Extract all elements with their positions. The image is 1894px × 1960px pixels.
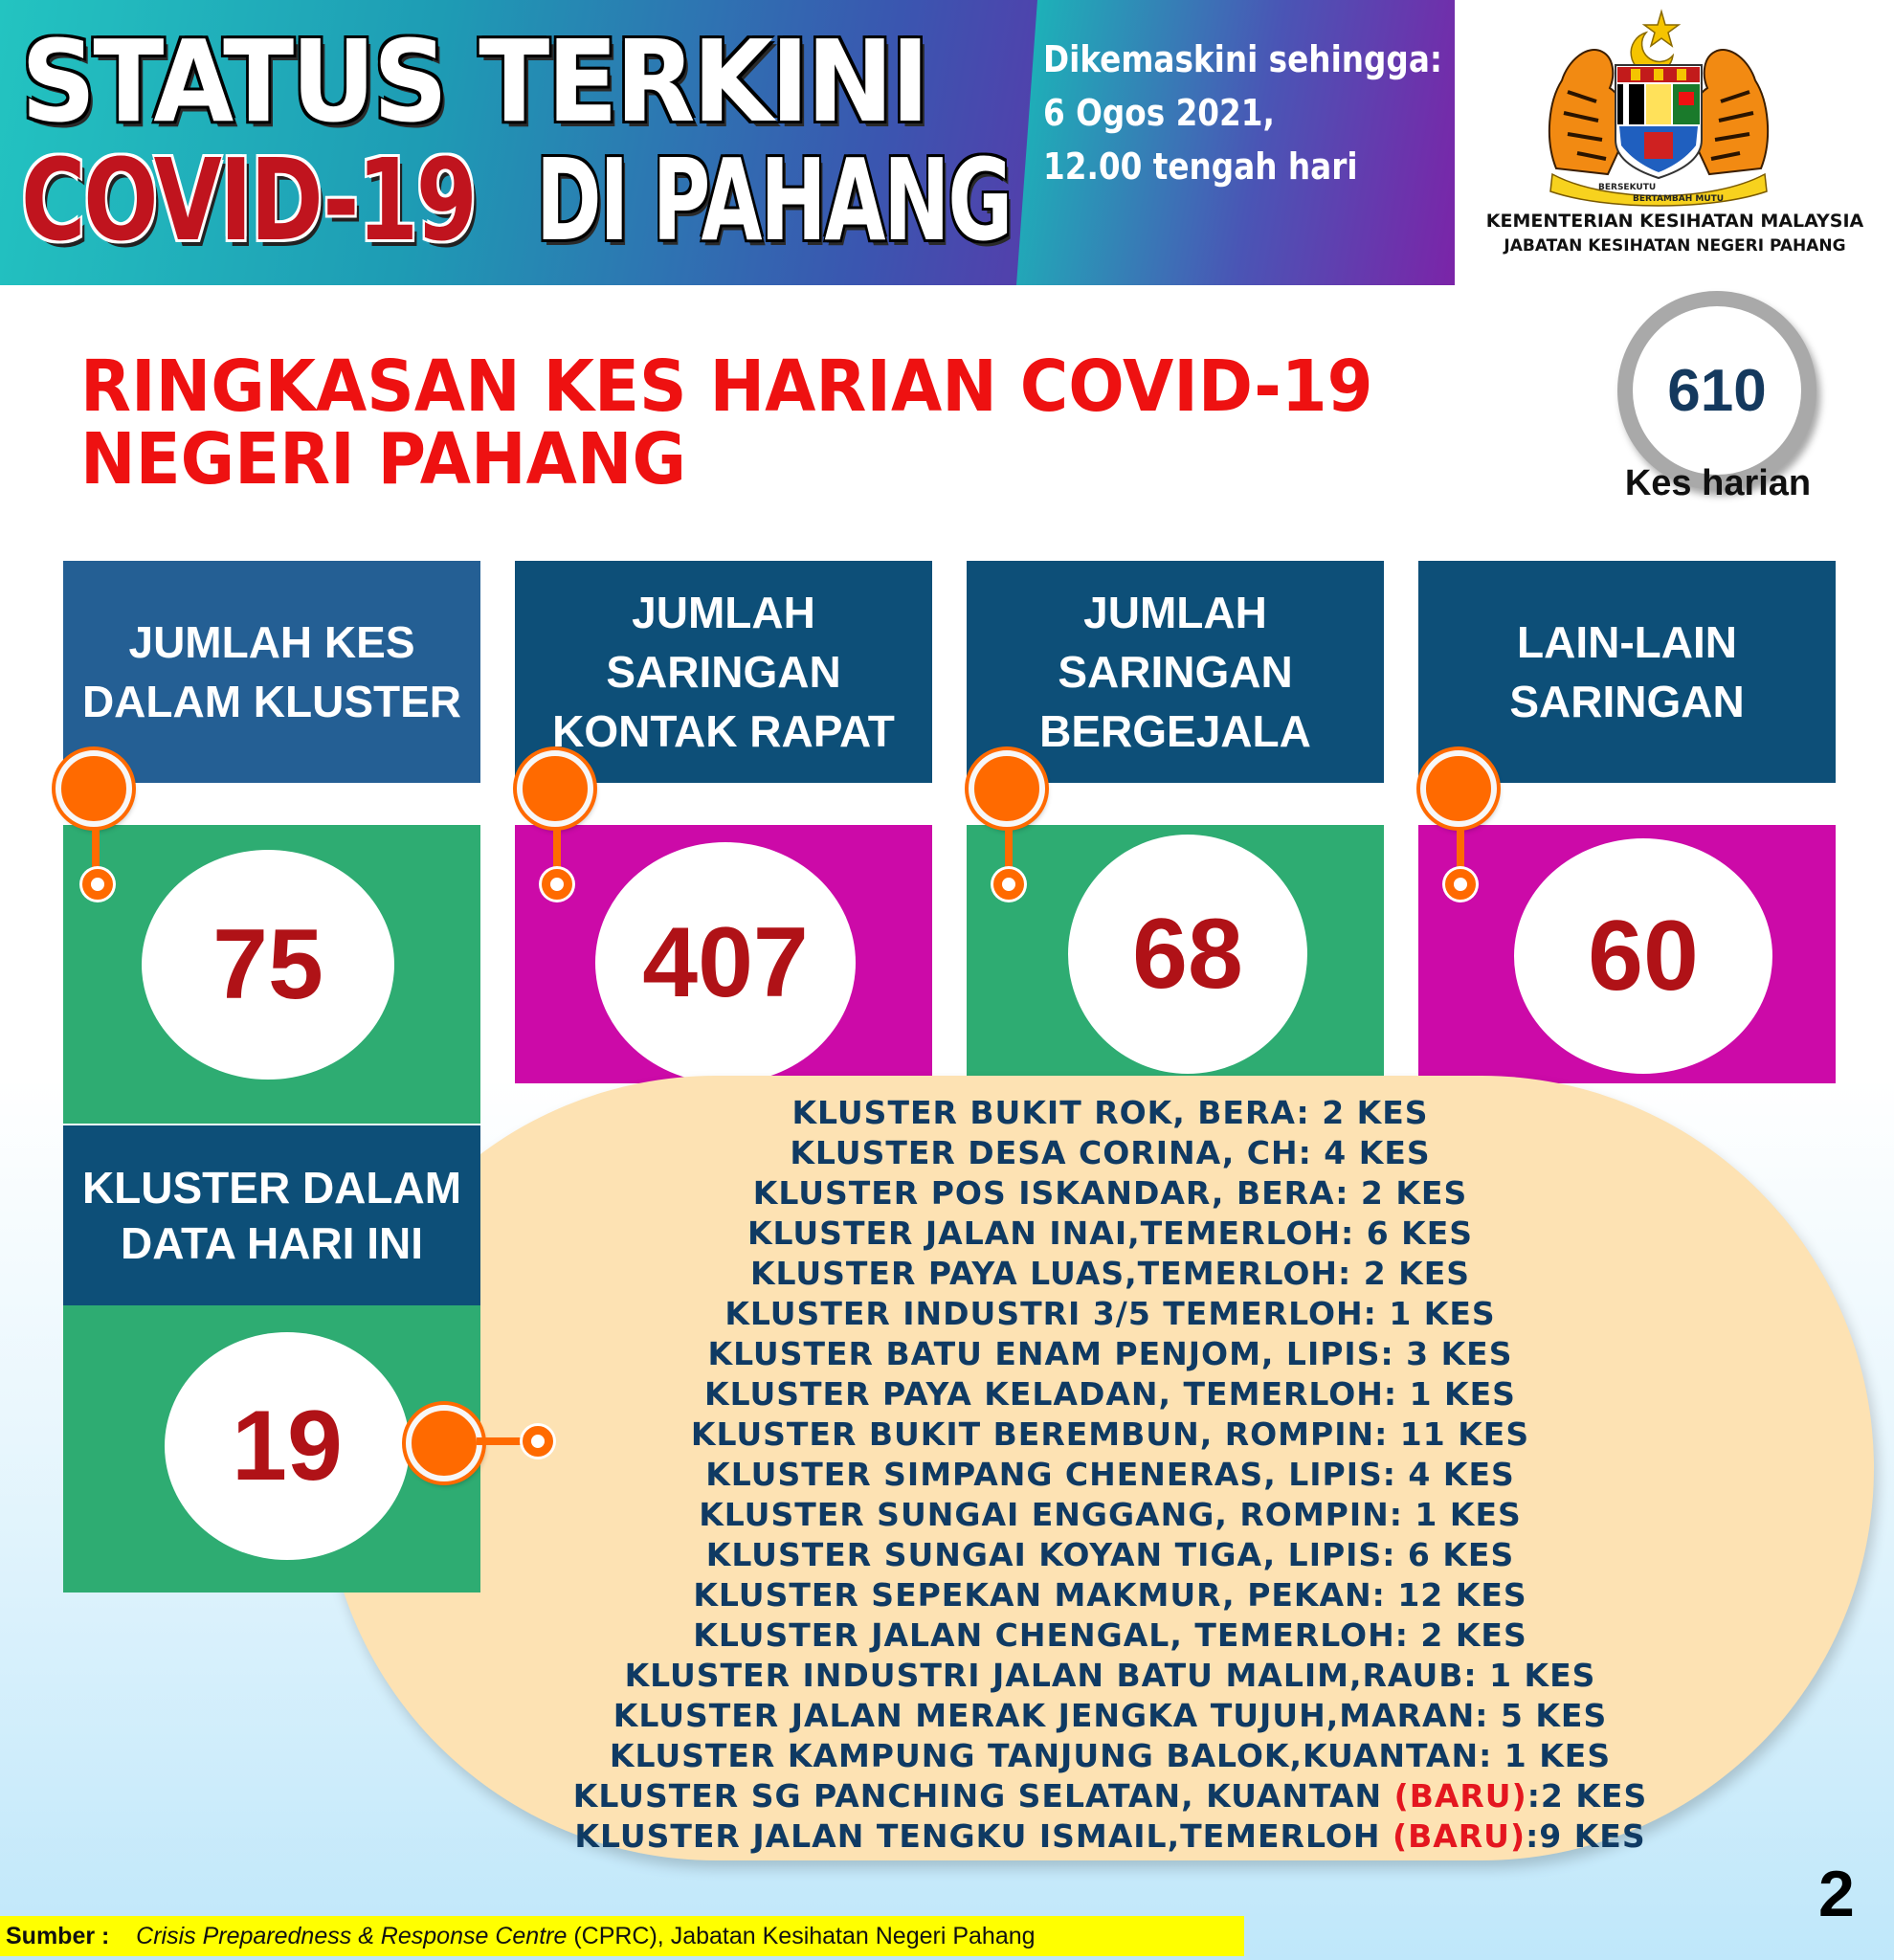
cluster-item: KLUSTER BATU ENAM PENJOM, LIPIS: 3 KES: [707, 1335, 1513, 1372]
cluster-item: KLUSTER KAMPUNG TANJUNG BALOK,KUANTAN: 1 KES: [609, 1737, 1612, 1774]
connector-knob-icon: [517, 750, 593, 827]
category-label: JUMLAH SARINGAN BERGEJALA: [1039, 588, 1311, 756]
cluster-item-new: [536, 1776, 1684, 1816]
category-header-symptomatic: [967, 561, 1384, 783]
coat-of-arms-logo: [1539, 6, 1778, 207]
category-label: LAIN-LAIN SARINGAN: [1509, 617, 1745, 726]
category-value-circle: [1068, 835, 1307, 1074]
page-number: 2: [1818, 1858, 1855, 1930]
cluster-item: KLUSTER BUKIT BEREMBUN, ROMPIN: 11 KES: [690, 1415, 1530, 1453]
category-value: 407: [642, 906, 809, 1018]
cluster-item: KLUSTER SUNGAI ENGGANG, ROMPIN: 1 KES: [699, 1496, 1522, 1533]
cluster-item: KLUSTER JALAN INAI,TEMERLOH: 6 KES: [746, 1214, 1474, 1252]
connector-knob-icon: [1420, 750, 1497, 827]
source-footer: [0, 1916, 1244, 1956]
category-header-close-contact: [515, 561, 932, 783]
cluster-list: [536, 1093, 1684, 1857]
cluster-item-count: :9 KES: [1526, 1817, 1646, 1855]
connector-knob-icon: [969, 750, 1045, 827]
cluster-item: KLUSTER INDUSTRI 3/5 TEMERLOH: 1 KES: [724, 1295, 1496, 1332]
cluster-item: KLUSTER PAYA KELADAN, TEMERLOH: 1 KES: [704, 1375, 1516, 1413]
source-label: Sumber :: [6, 1923, 110, 1949]
connector-dot-icon: [542, 869, 572, 900]
department-name: JABATAN KESIHATAN NEGERI PAHANG: [1504, 236, 1846, 256]
clusters-today-circle: [165, 1332, 410, 1560]
new-cluster-tag: (BARU): [1393, 1777, 1527, 1815]
category-label: JUMLAH KES DALAM KLUSTER: [81, 617, 462, 726]
updated-time: 12.00 tengah hari: [1043, 145, 1358, 188]
cluster-item-text: KLUSTER SG PANCHING SELATAN, KUANTAN: [572, 1777, 1394, 1815]
summary-title-line1: RINGKASAN KES HARIAN COVID-19: [80, 345, 1373, 428]
cluster-item-new: [536, 1816, 1684, 1857]
connector-knob-icon: [406, 1405, 482, 1481]
cluster-item: KLUSTER JALAN MERAK JENGKA TUJUH,MARAN: 5 KES: [613, 1697, 1608, 1734]
new-cluster-tag: (BARU): [1392, 1817, 1526, 1855]
connector-dot-icon: [993, 869, 1024, 900]
category-header-cluster: [63, 561, 480, 783]
source-name: Crisis Preparedness & Response Centre: [136, 1923, 568, 1949]
daily-cases-ring: [1617, 291, 1816, 490]
clusters-today-count: 19: [232, 1390, 343, 1502]
cluster-item: KLUSTER DESA CORINA, CH: 4 KES: [790, 1134, 1431, 1171]
header-title-location: DI PAHANG: [536, 134, 1012, 266]
cluster-item: KLUSTER POS ISKANDAR, BERA: 2 KES: [752, 1174, 1468, 1212]
header-title-covid: COVID-19: [21, 134, 476, 266]
cluster-item: KLUSTER SUNGAI KOYAN TIGA, LIPIS: 6 KES: [705, 1536, 1515, 1573]
category-value-circle: [595, 842, 856, 1083]
cluster-item: KLUSTER INDUSTRI JALAN BATU MALIM,RAUB: 1 KES: [624, 1657, 1596, 1694]
category-label: JUMLAH SARINGAN KONTAK RAPAT: [552, 588, 895, 756]
category-header-other: [1418, 561, 1836, 783]
daily-cases-value: 610: [1667, 357, 1767, 424]
daily-cases-label: Kes harian: [1624, 463, 1812, 503]
category-value-circle: [142, 850, 394, 1080]
summary-title-line2: NEGERI PAHANG: [80, 418, 686, 501]
header-title: STATUS TERKINI: [21, 15, 927, 147]
connector-dot-icon: [1445, 869, 1476, 900]
category-value: 68: [1132, 898, 1243, 1010]
source-detail: (CPRC), Jabatan Kesihatan Negeri Pahang: [567, 1923, 1036, 1949]
category-value-circle: [1514, 838, 1772, 1074]
cluster-item: KLUSTER PAYA LUAS,TEMERLOH: 2 KES: [749, 1255, 1471, 1292]
clusters-today-header: [63, 1125, 480, 1305]
cluster-item: KLUSTER SEPEKAN MAKMUR, PEKAN: 12 KES: [693, 1576, 1527, 1614]
category-value: 60: [1588, 900, 1699, 1012]
crest-motto-bottom: BERTAMBAH MUTU: [1633, 194, 1725, 204]
updated-label: Dikemaskini sehingga:: [1043, 38, 1442, 80]
crest-motto-left: BERSEKUTU: [1598, 183, 1657, 192]
connector-dot-icon: [82, 869, 113, 900]
connector-knob-icon: [56, 750, 132, 827]
category-value: 75: [212, 908, 323, 1020]
cluster-item: KLUSTER BUKIT ROK, BERA: 2 KES: [791, 1094, 1429, 1131]
cluster-item-count: :2 KES: [1526, 1777, 1648, 1815]
cluster-item-text: KLUSTER JALAN TENGKU ISMAIL,TEMERLOH: [574, 1817, 1393, 1855]
cluster-item: KLUSTER SIMPANG CHENERAS, LIPIS: 4 KES: [705, 1456, 1515, 1493]
cluster-item: KLUSTER JALAN CHENGAL, TEMERLOH: 2 KES: [693, 1616, 1527, 1654]
clusters-today-label: KLUSTER DALAM DATA HARI INI: [81, 1163, 462, 1268]
updated-date: 6 Ogos 2021,: [1043, 92, 1275, 134]
ministry-name: KEMENTERIAN KESIHATAN MALAYSIA: [1485, 211, 1864, 232]
